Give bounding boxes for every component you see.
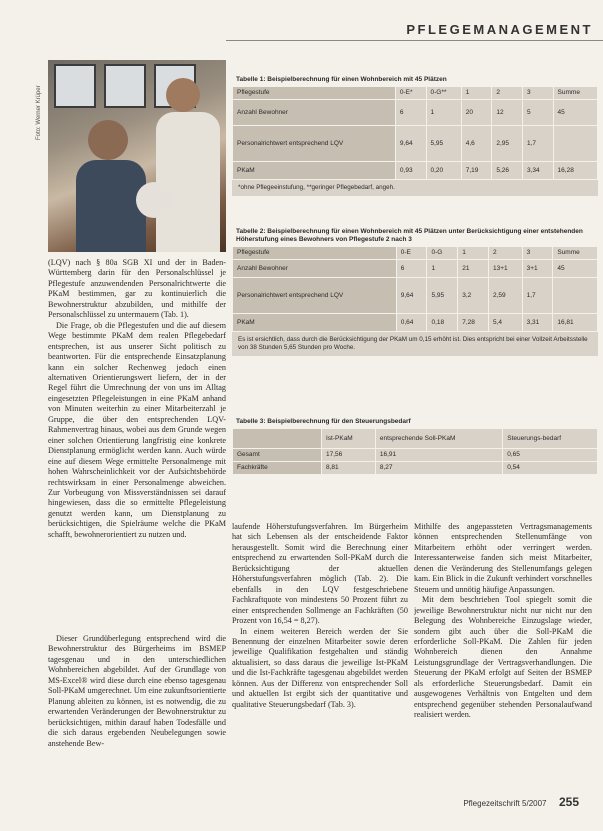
table-cell: 5 (522, 100, 553, 126)
table-cell: 6 (395, 100, 426, 126)
table-cell: 0,64 (396, 314, 427, 332)
person-head (88, 120, 128, 160)
table-row (233, 314, 598, 332)
photo-credit: Foto: Werner Krüper (36, 85, 42, 140)
table-cell: 7,28 (458, 314, 489, 332)
table-cell: 1,7 (522, 126, 553, 162)
person-head (136, 182, 172, 218)
table-cell: 1,7 (522, 278, 553, 314)
table-cell: 5,26 (492, 162, 523, 180)
person-head (166, 78, 200, 112)
table-1-grid (232, 86, 598, 180)
body-column-2 (232, 522, 408, 806)
table-cell: Personalrichtwert entsprechend LQV (233, 126, 396, 162)
body-column-1 (48, 258, 226, 540)
table-header-cell: Pflegestufe (233, 87, 396, 100)
table-cell: 3,2 (458, 278, 489, 314)
table-header-cell: Pflegestufe (233, 247, 397, 260)
table-cell: 13+1 (489, 260, 523, 278)
table-cell: Anzahl Bewohner (233, 260, 397, 278)
table-cell: 8,81 (322, 462, 376, 475)
section-title: PFLEGEMANAGEMENT (406, 22, 593, 37)
person-figure (76, 160, 146, 252)
table-cell: 6 (396, 260, 427, 278)
table-header-cell: 2 (489, 247, 523, 260)
paragraph: (LQV) nach § 80a SGB XI und der in Baden-Württemberg darin für den Personalschlüssel je Pflegestufe anzuwendenden Personalrichtwerte die PKaM bestimmen, gar zu kontinuierlich die Bewohnerstruktur abzubilden, und mithilfe der Personalschlüssel zu untermauern (Tab. 1). (48, 258, 226, 320)
table-cell: 0,93 (395, 162, 426, 180)
window (104, 64, 146, 108)
page-number: 255 (558, 795, 579, 809)
table-caption: Tabelle 3: Beispielberechnung für den Steuerungsbedarf (232, 416, 598, 428)
table-cell: 3,31 (522, 314, 553, 332)
table-cell: 21 (458, 260, 489, 278)
table-cell: 0,54 (503, 462, 598, 475)
page-footer (463, 793, 579, 811)
table-header-cell: 3 (522, 87, 553, 100)
window (54, 64, 96, 108)
table-header-cell: entsprechende Soll-PKaM (375, 429, 502, 449)
table-cell: Personalrichtwert entsprechend LQV (233, 278, 397, 314)
magazine-name: Pflegezeitschrift 5/2007 (463, 799, 547, 808)
table-cell: 20 (461, 100, 492, 126)
table-row (233, 162, 598, 180)
table-cell: 3+1 (522, 260, 553, 278)
body-column-1-continued (48, 634, 226, 806)
table-cell: 16,81 (553, 314, 598, 332)
table-3-grid (232, 428, 598, 475)
table-header-row (233, 429, 598, 449)
table-note: Es ist ersichtlich, dass durch die Berücksichtigung der PKaM um 0,15 erhöht ist. Dies entspricht bei einer Vollzeit Arbeitsstelle von 38 Stunden 5,65 Stunden pro Woche. (232, 332, 598, 356)
table-header-cell: 0-E* (395, 87, 426, 100)
table-cell: Gesamt (233, 449, 322, 462)
table-row (233, 462, 598, 475)
table-caption: Tabelle 1: Beispielberechnung für einen Wohnbereich mit 45 Plätzen (232, 74, 598, 86)
table-cell: 45 (553, 100, 597, 126)
table-cell: 2,95 (492, 126, 523, 162)
table-cell: 0,20 (426, 162, 461, 180)
table-header-cell: 0-E (396, 247, 427, 260)
paragraph: In einem weiteren Bereich werden der Sie Benennung der einzelnen Mitarbeiter sowie deren jeweilige Qualifikation festgehalten und ständig aktualisiert, so dass daraus die jeweilige Ist-PKaM und die Ist-Fachkräfte tagesgenau abgebildet werden können. Aus der Differenz von entsprechender Soll und aktuellen Ist ergibt sich der quantitative und qualitative Steuerungsbedarf (Tab. 3). (232, 626, 408, 709)
table-header-cell (233, 429, 322, 449)
table-cell: 5,95 (426, 126, 461, 162)
table-2 (232, 226, 598, 356)
page-header (0, 0, 603, 44)
person-figure (156, 112, 220, 252)
paragraph: Mithilfe des angepassteten Vertragsmanagements können entsprechenden Stellenumfänge von Mitarbeitern erhöht oder verringert werden. Interessanterweise fanden sich meist Mitarbeiter, denen die Veränderung des Stellenumfangs gelegen kam. Ein Blick in die Zukunft verhindert vorschnelles Steuern und unnötig häufige Anpassungen. (414, 522, 592, 594)
table-caption: Tabelle 2: Beispielberechnung für einen Wohnbereich mit 45 Plätzen unter Berücksichtigung einer entstehenden Höherstufung eines Bewohners von Pflegestufe 2 nach 3 (232, 226, 598, 246)
table-note: *ohne Pflegeeinstufung, **geringer Pflegebedarf, angeh. (232, 180, 598, 196)
header-rule (226, 40, 603, 41)
table-3 (232, 416, 598, 475)
table-cell: PKaM (233, 162, 396, 180)
table-cell: 8,27 (375, 462, 502, 475)
table-cell (553, 126, 597, 162)
table-header-cell: 2 (492, 87, 523, 100)
table-cell: 2,59 (489, 278, 523, 314)
table-cell: 4,6 (461, 126, 492, 162)
table-header-row (233, 87, 598, 100)
table-cell: 12 (492, 100, 523, 126)
body-column-3 (414, 522, 592, 790)
table-header-cell: 3 (522, 247, 553, 260)
table-row (233, 126, 598, 162)
table-header-cell: Ist-PKaM (322, 429, 376, 449)
table-header-cell: 1 (461, 87, 492, 100)
table-cell: 0,65 (503, 449, 598, 462)
table-row (233, 278, 598, 314)
table-1 (232, 74, 598, 196)
table-cell: 7,19 (461, 162, 492, 180)
photo (48, 60, 226, 252)
table-cell: PKaM (233, 314, 397, 332)
table-header-cell: 1 (458, 247, 489, 260)
table-header-cell: Summe (553, 247, 598, 260)
table-cell: 1 (426, 100, 461, 126)
table-cell: 0,18 (427, 314, 458, 332)
table-row (233, 260, 598, 278)
table-cell (553, 278, 598, 314)
table-header-cell: Summe (553, 87, 597, 100)
table-cell: 45 (553, 260, 598, 278)
paragraph: Mit dem beschrieben Tool spiegelt somit die jeweilige Bewohnerstruktur nicht nur nicht nur den Belegung des Wohnbereiche Einzugslage wieder, sondern gibt auch über die Soll-PKaM die erforderliche Soll-PKaM. Die Zahlen für jeden Wohnbereich dienen den Annahme Leistungsgrundlage der Vertragsverhandlungen. Die Steuerung der PKaM erfolgt auf Seiten der BSMEP als erforderliche Steuerungsbedarf. Damit ein ausgewogenes Verhältnis von Entgelten und dem entsprechend gegenüber stehenden Personalaufwand realisiert werden. (414, 595, 592, 720)
table-cell: Anzahl Bewohner (233, 100, 396, 126)
table-cell: 17,56 (322, 449, 376, 462)
table-cell: 9,64 (396, 278, 427, 314)
table-cell: 9,64 (395, 126, 426, 162)
table-row (233, 100, 598, 126)
table-header-row (233, 247, 598, 260)
table-row (233, 449, 598, 462)
table-header-cell: 0-G (427, 247, 458, 260)
table-2-grid (232, 246, 598, 332)
table-cell: 5,95 (427, 278, 458, 314)
paragraph: Die Frage, ob die Pflegestufen und die auf diesem Wege bestimmte PKaM dem realen Pflegebedarf entsprechen, ist aus unserer Sicht politisch zu beantworten. Für die entsprechende Einsatzplanung kann ein solcher Rechenweg jedoch einen alternativen Orientierungswert liefern, der in der Regel führt die Umrechnung der von uns im Alltag eingesetzten Pflegeleistungen in eine PKaM anhand von Minuten weiterhin zu einer Mitarbeiterzahl je Gruppe, die über den entsprechenden LQV-Rahmenvertrag hinaus, wobei aus dem Grunde wegen einer solchen Orientierung langfristig eine konkrete Dienstplanung ermöglicht werden kann. Auch würde eine auf diesem Wege ermittelte Personalmenge mit hohen Wahrscheinlichkeit vor der Aufsichtsbehörde rechtswirksam in einer Personalmenge abweichen. Zur Vorbeugung von Missverständnissen sei darauf hingewiesen, dass die so ermittelte Pflegeleistung genutzt werden kann, um Dienstplanung zu berücksichtigen, die Spielräume welche die PKaM schafft, bewohnerorientiert zu nutzen und. (48, 320, 226, 539)
paragraph: Dieser Grundüberlegung entsprechend wird die Bewohnerstruktur des Bürgerheims im BSMEP tagesgenau und in den unterschiedlichen Wohnbereichen abgebildet. Auf der Grundlage von MS-Excel® wird diese durch eine ebenso tagesgenau Soll-PKaM umgerechnet. Um eine zukunftsorientierte Planung ableiten zu können, ist es notwendig, die zu erwartenden Veränderungen der Bewohnerstruktur zu berücksichtigen, mithin darauf haben Todesfälle und die sich daraus ergebenden Neubelegungen sowie anstehende Bew- (48, 634, 226, 748)
paragraph: laufende Höherstufungsverfahren. Im Bürgerheim hat sich Lebensen als der entscheidende Faktor herausgestellt. Somit wird die Berechnung einer entsprechend zu erwartenden Soll-PKaM durch die Berücksichtigung der aktuellen Höherstufungsverfahren möglich (Tab. 2). Die ebenfalls in den LQV festgeschriebene Fachkraftquote von mindestens 50 Prozent führt zu einer entsprechenden Sollmenge an Fachkräften (50 Prozent von 16,54 = 8,27). (232, 522, 408, 626)
table-cell: 16,28 (553, 162, 597, 180)
table-header-cell: 0-G** (426, 87, 461, 100)
table-header-cell: Steuerungs-bedarf (503, 429, 598, 449)
table-cell: 16,91 (375, 449, 502, 462)
table-cell: 3,34 (522, 162, 553, 180)
table-cell: 1 (427, 260, 458, 278)
table-cell: Fachkräfte (233, 462, 322, 475)
table-cell: 5,4 (489, 314, 523, 332)
